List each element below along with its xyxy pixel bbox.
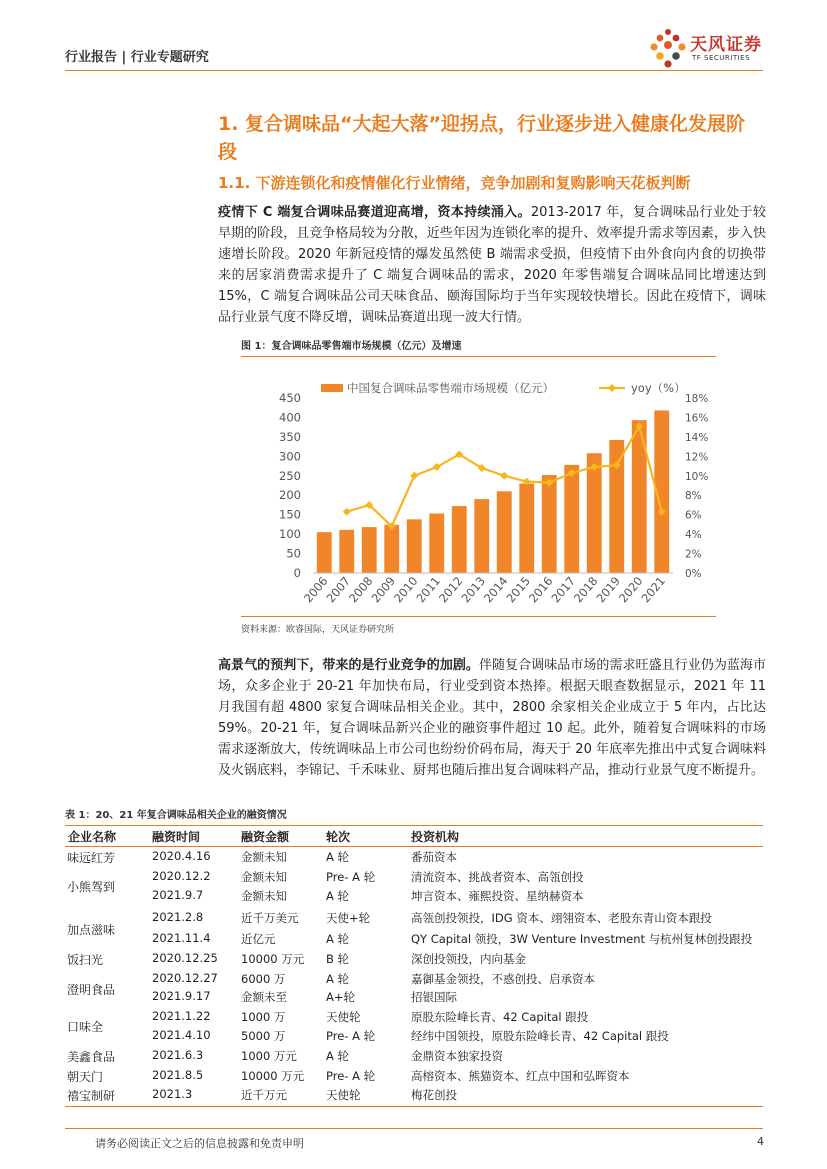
row-round: Pre- A 轮 <box>326 870 376 884</box>
y-left-tick-label: 350 <box>279 429 301 444</box>
x-tick-label: 2009 <box>368 573 399 606</box>
y-right-tick-label: 10% <box>685 470 709 483</box>
paragraph-1-lead: 疫情下 C 端复合调味品赛道迎高增，资本持续涌入。 <box>218 205 531 220</box>
paragraph-1-body: 2013-2017 年，复合调味品行业处于较早期的阶段，且竞争格局较为分散，近些年因为连锁化率的提升、效率提升需求等因素，步入快速增长阶段。2020 年新冠疫情的爆发虽然使 B 端需求受损，但疫情下由外食向内食的切换带来的居家消费需求提升了 C 端复合调味品的需求，2020 年零售端复合调味品同比增速达到 15%，C 端复合调味品公司天味食品、颐海国际均于当年实现较快增长。因此在疫情下，调味品行业景气度不降反增，调味品赛道出现一波大行情。 <box>218 205 767 325</box>
bar-2008 <box>362 527 377 573</box>
bar-2017 <box>564 465 579 573</box>
paragraph-2-body: 伴随复合调味品市场的需求旺盛且行业仍为蓝海市场，众多企业于 20-21 年加快布局，行业受到资本热捧。根据天眼查数据显示，2021 年 11 月我国有超 4800 家复合调味品相关企业。其中，2800 余家相关企业成立于 5 年内，占比达 59%。20-21 年，复合调味品新兴企业的融资事件超过 10 起。此外，随着复合调味料的市场需求逐渐放大，传统调味品上市公司也纷纷价码布局，海天于 20 年底率先推出中式复合调味料及火锅底料，李锦记、千禾味业、厨邦也随后推出复合调味料产品，推动行业景气度不断提升。 <box>218 658 766 778</box>
row-date: 2021.3 <box>152 1087 193 1101</box>
row-date: 2020.12.2 <box>152 869 211 883</box>
row-date: 2021.6.3 <box>152 1048 204 1062</box>
x-tick-label: 2013 <box>458 573 489 606</box>
paragraph-2-lead: 高景气的预判下，带来的是行业竞争的加剧。 <box>218 658 479 673</box>
logo-mark-icon <box>648 26 688 70</box>
y-left-tick-label: 450 <box>279 391 301 405</box>
y-right-tick-label: 0% <box>685 568 702 580</box>
x-tick-label: 2015 <box>503 573 534 606</box>
y-left-tick-label: 250 <box>279 468 301 483</box>
table-top-rule <box>65 825 763 826</box>
row-round: A 轮 <box>326 850 350 864</box>
row-date: 2020.4.16 <box>152 849 211 863</box>
x-tick-label: 2011 <box>413 573 444 606</box>
row-investors: 番茄资本 <box>411 850 457 864</box>
yoy-point-2014 <box>500 472 508 480</box>
row-amount: 近亿元 <box>241 932 276 946</box>
logo-text-en: TF SECURITIES <box>692 54 751 62</box>
row-investors: 高榕资本、熊猫资本、红点中国和弘晖资本 <box>411 1069 630 1083</box>
y-right-tick-label: 2% <box>685 548 702 561</box>
row-date: 2021.11.4 <box>152 931 211 945</box>
x-tick-label: 2012 <box>436 573 466 606</box>
row-company: 饭扫光 <box>67 953 104 967</box>
x-tick-label: 2006 <box>301 573 331 606</box>
legend-line-marker <box>608 384 616 392</box>
row-date: 2021.1.22 <box>152 1009 211 1023</box>
row-amount: 近千万美元 <box>241 911 299 925</box>
legend-bar-swatch <box>321 384 343 392</box>
paragraph-2 <box>218 655 766 781</box>
bar-2016 <box>542 475 557 573</box>
row-company: 澄明食品 <box>67 983 116 997</box>
row-date: 2021.9.7 <box>152 888 204 902</box>
legend-bar-label: 中国复合调味品零售端市场规模（亿元） <box>347 381 554 395</box>
legend-line-label: yoy（%） <box>631 381 686 395</box>
table-header-company: 企业名称 <box>68 830 117 844</box>
x-tick-label: 2014 <box>481 573 511 606</box>
row-amount: 金额未知 <box>241 850 287 864</box>
x-tick-label: 2020 <box>616 573 646 606</box>
table-header-investors: 投资机构 <box>411 830 460 844</box>
bar-2009 <box>384 525 399 573</box>
row-investors: 高瓴创投领投，IDG 资本、翊翎资本、老股东青山资本跟投 <box>411 911 712 925</box>
row-company: 口味全 <box>67 1020 104 1034</box>
y-left-tick-label: 0 <box>293 566 301 580</box>
row-round: A 轮 <box>326 972 350 986</box>
row-company: 味远红芳 <box>67 851 116 865</box>
bar-2007 <box>339 530 354 573</box>
table-header-rule <box>65 846 763 847</box>
report-category: 行业报告 | 行业专题研究 <box>65 50 209 65</box>
row-investors: QY Capital 领投，3W Venture Investment 与杭州复林创投跟投 <box>411 932 753 946</box>
row-investors: 深创投领投，内向基金 <box>411 952 526 966</box>
yoy-point-2007 <box>343 508 351 516</box>
row-company: 美鑫食品 <box>67 1050 116 1064</box>
bar-2011 <box>429 514 444 574</box>
bar-2006 <box>317 532 332 573</box>
table-header-round: 轮次 <box>326 830 351 844</box>
row-round: 天使轮 <box>326 1010 361 1024</box>
row-round: Pre- A 轮 <box>326 1069 376 1083</box>
yoy-point-2010 <box>410 472 418 480</box>
row-round: A 轮 <box>326 1049 350 1063</box>
row-round: 天使轮 <box>326 1088 361 1102</box>
row-investors: 经纬中国领投，原股东险峰长青、42 Capital 跟投 <box>411 1029 669 1043</box>
row-company: 禧宝制研 <box>67 1089 116 1103</box>
y-left-tick-label: 200 <box>279 488 301 503</box>
row-investors: 招银国际 <box>411 990 457 1004</box>
x-tick-label: 2017 <box>548 573 579 606</box>
x-tick-label: 2007 <box>323 573 354 606</box>
x-tick-label: 2008 <box>346 573 376 606</box>
company-logo <box>648 26 768 70</box>
row-investors: 清流资本、挑战者资本、高瓴创投 <box>411 870 584 884</box>
footer-divider <box>65 1128 763 1129</box>
y-right-tick-label: 6% <box>685 509 702 522</box>
row-date: 2021.2.8 <box>152 910 204 924</box>
figure-divider <box>241 356 716 357</box>
row-investors: 嘉御基金领投，不惑创投、启承资本 <box>411 972 595 986</box>
table-header-amount: 融资金额 <box>241 830 290 844</box>
y-left-tick-label: 400 <box>279 410 301 425</box>
x-tick-label: 2018 <box>571 573 601 606</box>
x-tick-label: 2019 <box>593 573 624 606</box>
row-investors: 梅花创投 <box>411 1088 457 1102</box>
y-right-tick-label: 12% <box>685 451 709 464</box>
figure-title: 图 1：复合调味品零售端市场规模（亿元）及增速 <box>241 341 462 352</box>
logo-text-cn: 天风证券 <box>690 35 762 55</box>
bar-2018 <box>587 453 602 573</box>
subsection-heading: 1.1. 下游连锁化和疫情催化行业情绪，竞争加剧和复购影响天花板判断 <box>218 174 691 192</box>
table-bottom-rule <box>65 1106 763 1107</box>
y-left-tick-label: 150 <box>279 507 301 522</box>
row-round: A 轮 <box>326 932 350 946</box>
row-amount: 10000 万元 <box>241 1069 305 1083</box>
row-round: A+轮 <box>326 990 356 1004</box>
row-company: 小熊驾到 <box>67 880 116 894</box>
row-amount: 金额未至 <box>241 990 287 1004</box>
row-company: 朝天门 <box>67 1070 104 1084</box>
bar-2010 <box>407 519 422 573</box>
row-investors: 金鼎资本独家投资 <box>411 1049 503 1063</box>
y-right-tick-label: 4% <box>685 529 702 542</box>
bar-2014 <box>497 491 512 573</box>
row-date: 2021.8.5 <box>152 1068 204 1082</box>
table-header-date: 融资时间 <box>152 830 201 844</box>
section-heading: 1. 复合调味品“大起大落”迎拐点，行业逐步进入健康化发展阶段 <box>218 113 746 163</box>
x-tick-label: 2010 <box>391 573 421 606</box>
market-size-chart <box>241 360 716 615</box>
row-amount: 金额未知 <box>241 889 287 903</box>
row-amount: 6000 万 <box>241 972 286 986</box>
footer-disclaimer: 请务必阅读正文之后的信息披露和免责申明 <box>95 1137 304 1150</box>
y-right-tick-label: 18% <box>685 393 709 405</box>
x-tick-label: 2016 <box>526 573 556 606</box>
y-right-tick-label: 14% <box>685 431 709 444</box>
row-round: A 轮 <box>326 889 350 903</box>
row-amount: 1000 万元 <box>241 1049 297 1063</box>
row-investors: 坤言资本、雍熙投资、星纳赫资本 <box>411 889 584 903</box>
row-investors: 原股东险峰长青、42 Capital 跟投 <box>411 1010 589 1024</box>
row-amount: 1000 万 <box>241 1010 286 1024</box>
page-number: 4 <box>757 1135 764 1148</box>
row-date: 2021.4.10 <box>152 1028 211 1042</box>
y-right-tick-label: 8% <box>685 490 702 503</box>
row-amount: 近千万元 <box>241 1088 287 1102</box>
y-left-tick-label: 100 <box>279 527 301 542</box>
row-amount: 5000 万 <box>241 1029 286 1043</box>
row-date: 2021.9.17 <box>152 989 211 1003</box>
row-amount: 金额未知 <box>241 870 287 884</box>
paragraph-1 <box>218 202 766 328</box>
row-round: 天使+轮 <box>326 911 371 925</box>
row-round: Pre- A 轮 <box>326 1029 376 1043</box>
bar-2019 <box>609 440 624 573</box>
y-left-tick-label: 300 <box>279 449 301 464</box>
header-divider <box>65 70 763 71</box>
x-tick-label: 2021 <box>638 573 669 606</box>
bar-2013 <box>474 499 489 573</box>
bar-2015 <box>519 484 534 573</box>
table-title: 表 1：20、21 年复合调味品相关企业的融资情况 <box>65 810 287 821</box>
figure-source-divider <box>241 616 716 617</box>
y-right-tick-label: 16% <box>685 412 709 425</box>
row-company: 加点滋味 <box>67 923 116 937</box>
figure-source: 资料来源：欧睿国际，天风证券研究所 <box>241 625 395 635</box>
bar-2012 <box>452 506 467 573</box>
row-date: 2020.12.25 <box>152 951 218 965</box>
row-amount: 10000 万元 <box>241 952 305 966</box>
row-date: 2020.12.27 <box>152 971 218 985</box>
y-left-tick-label: 50 <box>286 546 301 561</box>
row-round: B 轮 <box>326 952 350 966</box>
